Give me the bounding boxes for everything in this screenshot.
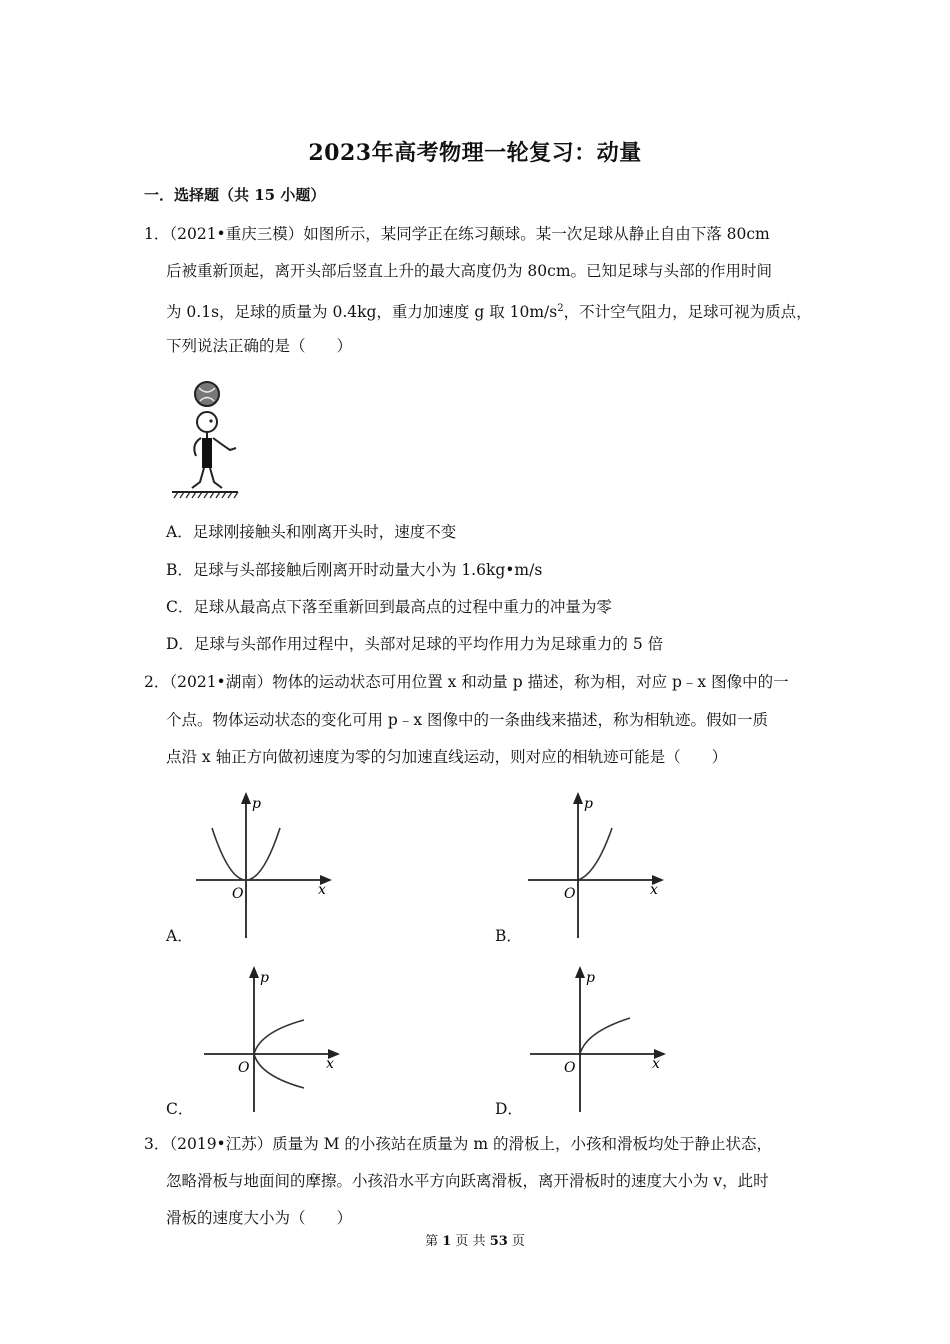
q1-line-2: 后被重新顶起，离开头部后竖直上升的最大高度仍为 80cm。已知足球与头部的作用时间: [166, 262, 773, 280]
q1-option-c: C．足球从最高点下落至重新回到最高点的过程中重力的冲量为零: [166, 598, 612, 616]
q3-line-2: 忽略滑板与地面间的摩擦。小孩沿水平方向跃离滑板，离开滑板时的速度大小为 v，此时: [166, 1172, 769, 1190]
graph-c-origin: O: [238, 1060, 250, 1076]
graph-c: [198, 962, 348, 1114]
footer-page-number: 1: [442, 1234, 452, 1249]
graph-a-label: A．: [166, 927, 193, 945]
graph-c-lower-curve: [254, 1054, 304, 1088]
body-icon: [202, 438, 212, 468]
graph-b-p-label: p: [584, 796, 593, 812]
graph-d: [524, 962, 674, 1114]
page-footer: [0, 1230, 950, 1249]
graph-a-origin: O: [232, 886, 244, 902]
graph-d-curve: [580, 1018, 630, 1054]
graph-d-x-label: x: [652, 1056, 660, 1072]
graph-b-x-label: x: [650, 882, 658, 898]
q3-line-3: 滑板的速度大小为（ ）: [166, 1209, 353, 1227]
page-title: 2023年高考物理一轮复习：动量: [308, 140, 642, 166]
section-heading: 一．选择题（共 15 小题）: [144, 186, 326, 204]
graph-c-x-label: x: [326, 1056, 334, 1072]
footer-middle: 页 共: [455, 1234, 486, 1249]
graph-b-label: B．: [495, 927, 522, 945]
q1-line-3: [166, 299, 812, 322]
graph-b-curve: [578, 828, 612, 880]
graph-a-x-label: x: [318, 882, 326, 898]
graph-c-p-label: p: [260, 970, 269, 986]
graph-b-origin: O: [564, 886, 576, 902]
football-icon: [195, 382, 219, 406]
q1-line-3-text: 为 0.1s，足球的质量为 0.4kg，重力加速度 g 取 10m/s: [166, 303, 558, 322]
q1-line-3-tail: ，不计空气阻力，足球可视为质点，: [563, 303, 812, 322]
q2-line-1: 2．（2021•湖南）物体的运动状态可用位置 x 和动量 p 描述，称为相，对应 p﹣x 图像中的一: [144, 673, 789, 691]
q2-line-3: 点沿 x 轴正方向做初速度为零的匀加速直线运动，则对应的相轨迹可能是（ ）: [166, 748, 728, 766]
heading-ball-figure: [166, 374, 246, 502]
q1-option-a: A．足球刚接触头和刚离开头时，速度不变: [166, 523, 457, 541]
q1-option-d: D．足球与头部作用过程中，头部对足球的平均作用力为足球重力的 5 倍: [166, 635, 664, 653]
q1-line-4: 下列说法正确的是（ ）: [166, 337, 353, 355]
q1-option-b: B．足球与头部接触后刚离开时动量大小为 1.6kg•m/s: [166, 561, 543, 579]
graph-a-p-label: p: [252, 796, 261, 812]
graph-d-origin: O: [564, 1060, 576, 1076]
q2-line-2: 个点。物体运动状态的变化可用 p﹣x 图像中的一条曲线来描述，称为相轨迹。假如一质: [166, 711, 769, 729]
footer-prefix: 第: [425, 1234, 439, 1249]
q1-superscript: 2: [557, 303, 564, 314]
graph-a: [190, 788, 340, 940]
q3-line-1: 3．（2019•江苏）质量为 M 的小孩站在质量为 m 的滑板上，小孩和滑板均处于静止状态，: [144, 1135, 772, 1153]
graph-c-label: C．: [166, 1100, 194, 1118]
graph-d-p-label: p: [586, 970, 595, 986]
graph-d-label: D．: [495, 1100, 523, 1118]
graph-c-upper-curve: [254, 1020, 304, 1054]
footer-suffix: 页: [511, 1234, 525, 1249]
footer-total-pages: 53: [489, 1234, 508, 1249]
head-icon: [197, 412, 217, 432]
graph-b: [522, 788, 672, 940]
q1-line-1: 1．（2021•重庆三模）如图所示，某同学正在练习颠球。某一次足球从静止自由下落 80cm: [144, 225, 770, 243]
